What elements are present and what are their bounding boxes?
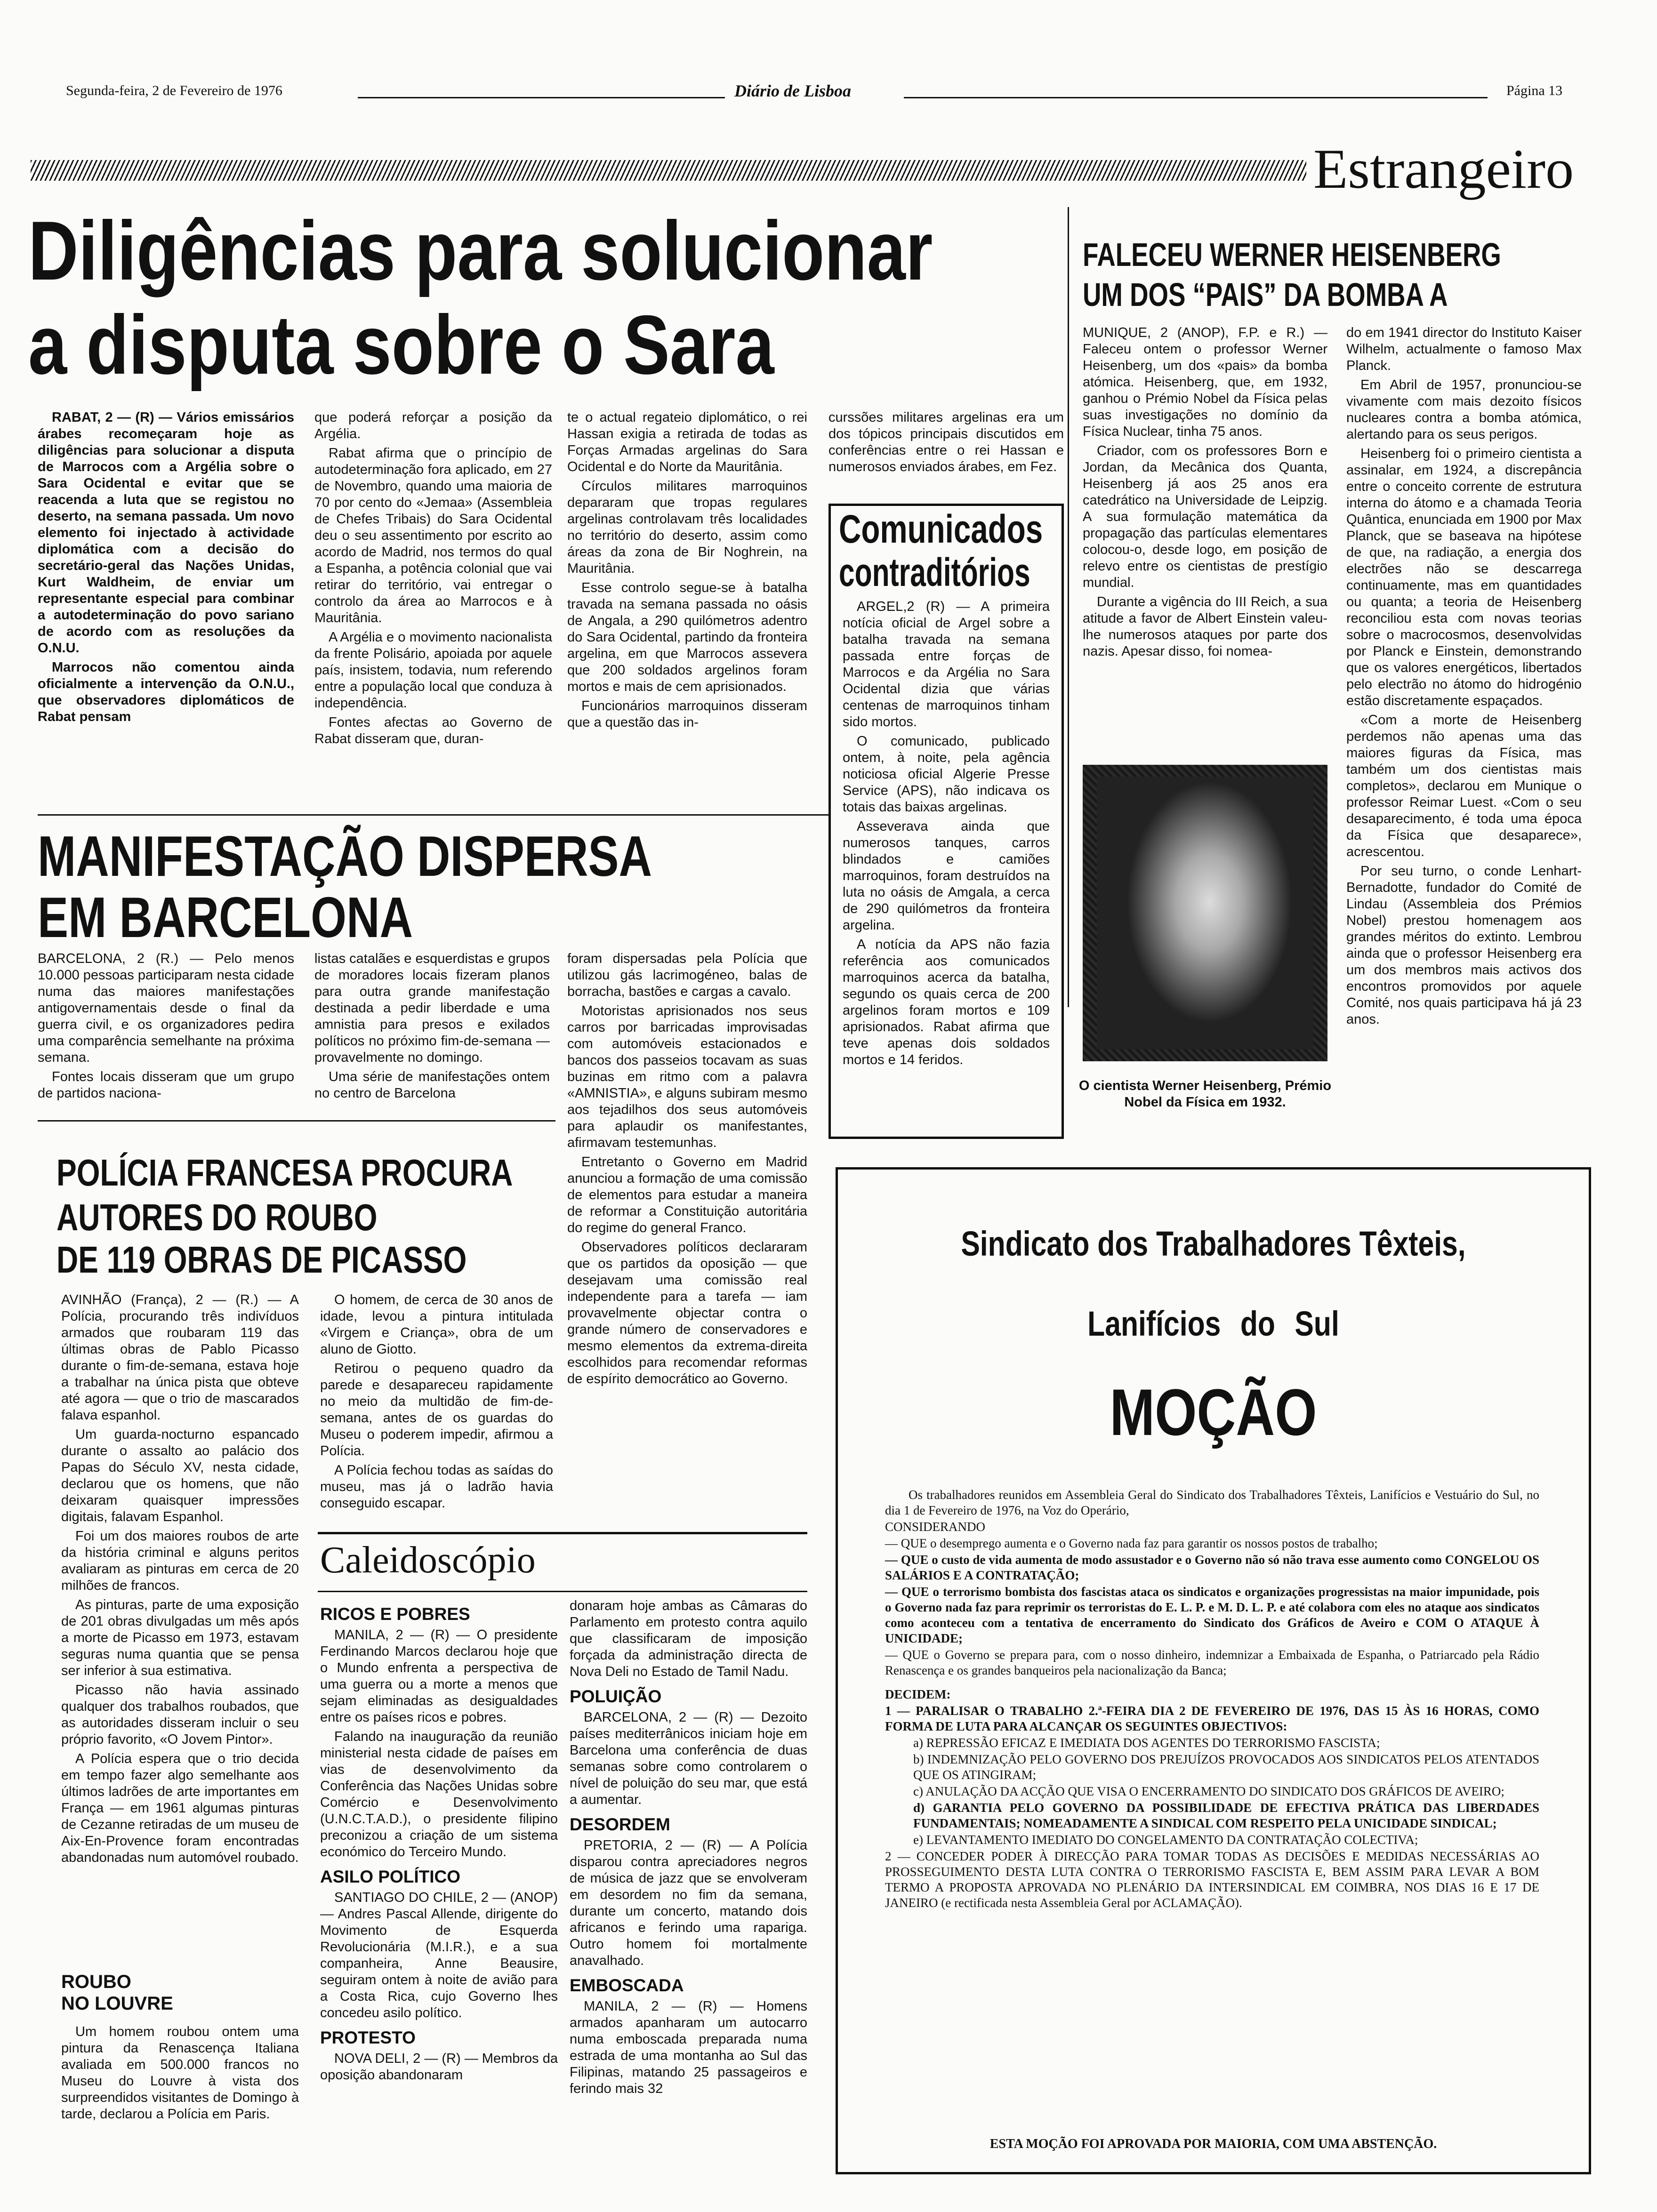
ad-title-line1: Sindicato dos Trabalhadores Têxteis, [961, 1224, 1466, 1263]
barcelona-column-3 [567, 951, 807, 1567]
barcelona-col2-paragraph: Uma série de manifestações ontem no centro de Barcelona [314, 1069, 550, 1101]
section-title: Estrangeiro [1313, 137, 1574, 200]
heisenberg-col1-paragraph: MUNIQUE, 2 (ANOP), F.P. e R.) — Faleceu ontem o professor Werner Heisenberg, um dos «pais» da bomba atómica. Heisenberg, que, em 1932, ganhou o Prémio Nobel da Física pelas suas investigações no domínio da Física Nuclear, tinha 75 anos. [1083, 325, 1327, 439]
header-date: Segunda-feira, 2 de Fevereiro de 1976 [66, 83, 282, 98]
sara-column-1 [38, 409, 294, 805]
sara-col3-paragraph: Funcionários marroquinos disseram que a questão das in- [567, 698, 807, 730]
ad-title-mocao: MOÇÃO [1110, 1375, 1317, 1449]
ad-title-line2: Lanifícios do Sul [1087, 1304, 1339, 1343]
comunicados-paragraph: ARGEL,2 (R) — A primeira notícia oficial de Argel sobre a batalha travada na semana passada entre forças de Marrocos e da Argélia no Sara Ocidental dizia que várias centenas de marroquinos tinham sido mortos. [843, 599, 1050, 729]
sara-col4-paragraph: curssões militares argelinas era um dos tópicos principais discutidos em conferências entre o rei Hassan e numerosos enviados árabes, em Fez. [828, 410, 1064, 474]
louvre-title-line2: NO LOUVRE [61, 1993, 173, 2014]
barcelona-col3-paragraph: foram dispersadas pela Polícia que utilizou gás lacrimogéneo, balas de borracha, bastões e cargas a cavalo. [567, 951, 807, 999]
comunicados-paragraph: A notícia da APS não fazia referência aos comunicados marroquinos acerca da batalha, segundo os quais cerca de 200 argelinos foram mortos e 109 aprisionados. Rabat afirma que teve apenas dois soldados mortos e 14 feridos. [843, 937, 1050, 1067]
comunicados-paragraph: O comunicado, publicado ontem, à noite, pela agência noticiosa oficial Algerie Presse Service (APS), não indicava os totais das baixas argelinas. [843, 734, 1050, 815]
caleidoscopio-paragraph: NOVA DELI, 2 — (R) — Membros da oposição abandonaram [320, 2051, 558, 2083]
heisenberg-col2-paragraph: «Com a morte de Heisenberg perdemos não apenas uma das maiores figuras da Física, mas também um dos cientistas mais completos», declarou em Munique o professor Reimar Luest. «Com o seu desaparecimento, é toda uma época da Física que desaparece», acrescentou. [1346, 713, 1582, 859]
header-page-number: Página 13 [1506, 83, 1563, 98]
picasso-col2-paragraph: Retirou o pequeno quadro da parede e desapareceu rapidamente no meio da multidão de fim-de-semana, antes de os guardas do Museu o poderem impedir, afirmou a Polícia. [320, 1361, 553, 1459]
sara-headline-line1: Diligências para solucionar [28, 204, 933, 297]
sara-col2-paragraph: Fontes afectas ao Governo de Rabat disseram que, duran- [314, 715, 552, 746]
caleidoscopio-paragraph: Falando na inauguração da reunião ministerial nesta cidade de países em vias de desenvolvimento da Conferência das Nações Unidas sobre Comércio e Desenvolvimento (U.N.C.T.A.D.), o presidente filipino preconizou a criação de um sistema económico do Terceiro Mundo. [320, 1729, 558, 1859]
barcelona-col1-paragraph: BARCELONA, 2 (R.) — Pelo menos 10.000 pessoas participaram nesta cidade numa das maiores manifestações antigovernamentais desde o final da guerra civil, e os organizadores pedira uma comparência semelhante na próxima semana. [38, 951, 294, 1065]
barcelona-column-1 [38, 951, 294, 1111]
ad-decision-subitem: c) ANULAÇÃO DA ACÇÃO QUE VISA O ENCERRAMENTO DO SINDICATO DOS GRÁFICOS DE AVEIRO; [913, 1784, 1504, 1798]
heisenberg-caption: O cientista Werner Heisenberg, Prémio Nobel da Física em 1932. [1078, 1078, 1332, 1110]
picasso-col1-paragraph: Picasso não havia assinado qualquer dos trabalhos roubados, que as autoridades disseram incluir o seu próprio favorito, «O Jovem Pintor». [61, 1683, 299, 1747]
picasso-col1-paragraph: As pinturas, parte de uma exposição de 201 obras divulgadas um mês após a morte de Picasso em 1973, estavam seguras numa quantia que se pensa ser inferior à sua estimativa. [61, 1597, 299, 1678]
comunicados-body [843, 599, 1050, 1126]
ad-considering-item: — QUE o custo de vida aumenta de modo assustador e o Governo não só não trava esse aumento como CONGELOU OS SALÁRIOS E A CONTRATAÇÃO; [885, 1553, 1539, 1582]
heisenberg-col2-paragraph: Por seu turno, o conde Lenhart-Bernadotte, fundador do Comité de Lindau (Assembleia dos Prémios Nobel) prestou homenagem aos grandes méritos do extinto. Lembrou ainda que o professor Heisenberg era um dos membros mais activos dos encontros promovidos por aquele Comité, nos quais participava há já 23 anos. [1346, 864, 1582, 1027]
section-divider [38, 814, 828, 816]
picasso-headline-line1: POLÍCIA FRANCESA PROCURA [56, 1152, 513, 1194]
heisenberg-col2-paragraph: Heisenberg foi o primeiro cientista a assinalar, em 1924, a discrepância entre o conceito corrente de estrutura interna do átomo e a chamada Teoria Quântica, enunciada em 1900 por Max Planck, que se baseava na hipótese de que, na radiação, a energia dos electrões não se descarrega continuamente, mas em quantidades ou quanta; a teoria de Heisenberg reconciliou esta com novas teorias sobre o macrocosmos, desenvolvidas por Planck e Einstein, demonstrando que os valores energéticos, libertados pelo electrão no átomo do hidrogénio estão discretamente espaçados. [1346, 446, 1582, 708]
caleidoscopio-title: Caleidoscópio [320, 1539, 536, 1581]
sara-col2-paragraph: que poderá reforçar a posição da Argélia. [314, 410, 552, 441]
section-divider [38, 1120, 555, 1122]
sara-col2-paragraph: Rabat afirma que o princípio de autodeterminação fora aplicado, em 27 de Novembro, quando uma maioria de 70 por cento do «Jemaa» (Assembleia de Chefes Tribais) do Sara Ocidental deu o seu assentimento por escrito ao acordo de Madrid, nos termos do qual a Espanha, a potência colonial que vai retirar do território, vai entregar o controlo da área ao Marrocos e à Mauritânia. [314, 446, 552, 625]
picasso-col1-paragraph: AVINHÃO (França), 2 — (R.) — A Polícia, procurando três indivíduos armados que roubaram 119 das últimas obras de Pablo Picasso durante o fim-de-semana, estava hoje a trabalhar na única pista que obteve até agora — que o trio de mascarados falava espanhol. [61, 1292, 299, 1423]
barcelona-col2-paragraph: listas catalães e esquerdistas e grupos de moradores locais fizeram planos para outra grande manifestação destinada a pedir liberdade e uma amnistia para presos e exilados políticos no próximo fim-de-semana — provavelmente no domingo. [314, 951, 550, 1065]
header-rule-left [358, 97, 725, 98]
header-rule-right [904, 97, 1488, 98]
heisenberg-col2-paragraph: do em 1941 director do Instituto Kaiser Wilhelm, actualmente o famoso Max Planck. [1346, 325, 1582, 373]
barcelona-column-2 [314, 951, 550, 1111]
ad-decision-subitem: b) INDEMNIZAÇÃO PELO GOVERNO DOS PREJUÍZOS PROVOCADOS AOS SINDICATOS PELOS ATENTADOS QUE OS ATINGIRAM; [913, 1752, 1539, 1782]
picasso-col2-paragraph: O homem, de cerca de 30 anos de idade, levou a pintura intitulada «Virgem e Criança», obra de um aluno de Giotto. [320, 1292, 553, 1357]
picasso-col2-paragraph: A Polícia fechou todas as saídas do museu, mas já o ladrão havia conseguido escapar. [320, 1463, 553, 1511]
heisenberg-headline-line1: FALECEU WERNER HEISENBERG [1083, 236, 1501, 273]
caleidoscopio-subtitle: EMBOSCADA [570, 1976, 684, 1995]
picasso-col1-paragraph: A Polícia espera que o trio decida em tempo fazer algo semelhante aos últimos ladrões de arte importantes em França — em 1961 algumas pinturas de Cezanne retiradas de um museu de Aix-En-Provence foram encontradas abandonadas num automóvel roubado. [61, 1751, 299, 1865]
sara-col1-paragraph: RABAT, 2 — (R) — Vários emissários árabes recomeçaram hoje as diligências para solucionar a disputa de Marrocos com a Argélia sobre o Sara Ocidental e evitar que se reacenda a luta que se registou no deserto, na semana passada. Um novo elemento foi injectado à actividade diplomática com a decisão do secretário-geral das Nações Unidas, Kurt Waldheim, de enviar um representante especial para combinar a autodeterminação do povo sariano de acordo com as resoluções da O.N.U. [38, 410, 294, 656]
caleidoscopio-paragraph: MANILA, 2 — (R) — O presidente Ferdinando Marcos declarou hoje que o Mundo enfrenta a perspectiva de uma guerra ou a morte a menos que sejam eliminadas as desigualdades entre os países ricos e pobres. [320, 1627, 558, 1725]
ad-decision-subitem: e) LEVANTAMENTO IMEDIATO DO CONGELAMENTO DA CONTRATAÇÃO COLECTIVA; [913, 1833, 1418, 1847]
ad-considering-item: — QUE o desemprego aumenta e o Governo nada faz para garantir os nossos postos de trabalho; [885, 1536, 1378, 1550]
sara-col1-paragraph: Marrocos não comentou ainda oficialmente a intervenção da O.N.U., que observadores diplomáticos de Rabat pensam [38, 660, 294, 724]
caleidoscopio-paragraph: donaram hoje ambas as Câmaras do Parlamento em protesto contra aquilo que classificaram de imposição forçada da administração directa de Nova Deli no Estado de Tamil Nadu. [570, 1598, 807, 1679]
caleidoscopio-subtitle: ASILO POLÍTICO [320, 1867, 461, 1886]
ad-decision-subitem: a) REPRESSÃO EFICAZ E IMEDIATA DOS AGENTES DO TERRORISMO FASCISTA; [913, 1736, 1380, 1750]
sara-col3-paragraph: te o actual regateio diplomático, o rei Hassan exigia a retirada de todas as Forças Armadas argelinas do Sara Ocidental e do Norte da Mauritânia. [567, 410, 807, 474]
picasso-column-2 [320, 1292, 553, 1518]
comunicados-title-line2: contraditórios [839, 550, 1030, 594]
heisenberg-photo [1097, 777, 1313, 1050]
barcelona-col1-paragraph: Fontes locais disseram que um grupo de partidos naciona- [38, 1069, 294, 1101]
sara-column-4 [828, 409, 1064, 499]
sara-column-3 [567, 409, 807, 805]
sara-headline-line2: a disputa sobre o Sara [28, 298, 774, 392]
caleidoscopio-subtitle: DESORDEM [570, 1815, 670, 1834]
sara-col3-paragraph: Esse controlo segue-se à batalha travada na semana passada no oásis de Angala, a 290 quilómetros adentro do Sara Ocidental, partindo da fronteira argelina, em que Marrocos assevera que 200 soldados argelinos foram mortos e mais de cem aprisionados. [567, 580, 807, 694]
ad-decision-subitem: d) GARANTIA PELO GOVERNO DA POSSIBILIDADE DE EFECTIVA PRÁTICA DAS LIBERDADES FUNDAMENTAIS; NOMEADAMENTE A SINDICAL COM RESPEITO PELA UNICIDADE SINDICAL; [913, 1801, 1539, 1830]
heisenberg-column-1 [1083, 325, 1327, 758]
ad-decidem: DECIDEM: [885, 1687, 951, 1701]
heisenberg-column-2 [1346, 325, 1582, 1158]
barcelona-col3-paragraph: Motoristas aprisionados nos seus carros por barricadas improvisadas com automóveis estacionados e bancos dos passeios tocavam as suas buzinas em ritmo com a palavra «AMNISTIA», e alguns subiram mesmo aos tejadilhos dos seus automóveis para aplaudir os manifestantes, afirmavam testemunhas. [567, 1003, 807, 1150]
barcelona-headline-line1: MANIFESTAÇÃO DISPERSA [38, 824, 652, 888]
barcelona-headline-line2: EM BARCELONA [38, 885, 413, 949]
ad-intro: Os trabalhadores reunidos em Assembleia Geral do Sindicato dos Trabalhadores Têxteis, Lanifícios e Vestuário do Sul, no dia 1 de Fevereiro de 1976, na Voz do Operário, [885, 1488, 1539, 1517]
louvre-title-line1: ROUBO [61, 1972, 131, 1992]
caleidoscopio-paragraph: BARCELONA, 2 — (R) — Dezoito países mediterrânicos iniciam hoje em Barcelona uma conferência de duas semanas sobre como controlarem o nível de poluição do seu mar, que está a aumentar. [570, 1710, 807, 1807]
ad-footer: ESTA MOÇÃO FOI APROVADA POR MAIORIA, COM UMA ABSTENÇÃO. [989, 2137, 1437, 2151]
ad-considering-item: — QUE o terrorismo bombista dos fascistas ataca os sindicatos e organizações progressistas na maior impunidade, pois o Governo nada faz para reprimir os terroristas do E. L. P. e M. D. L. P. e até colabora com eles no ataque aos sindicatos como aconteceu com a tentativa de encerramento do Sindicato dos Gráficos de Aveiro e COM O ATAQUE À UNICIDADE; [885, 1585, 1539, 1645]
caleidoscopio-subtitle: POLUIÇÃO [570, 1687, 662, 1706]
ad-considering-item: — QUE o Governo se prepara para, com o nosso dinheiro, indemnizar a Embaixada de Espanha, o Patriarcado pela Rádio Renascença e os grandes banqueiros pela nacionalização da Banca; [885, 1648, 1539, 1677]
louvre-body [61, 2024, 299, 2156]
picasso-headline-line2: AUTORES DO ROUBO [56, 1196, 378, 1238]
heisenberg-col2-paragraph: Em Abril de 1957, pronunciou-se vivamente com mais dezoito físicos nucleares contra a bomba atómica, alertando para os seus perigos. [1346, 377, 1582, 442]
heisenberg-headline-line2: UM DOS “PAIS” DA BOMBA A [1083, 276, 1448, 313]
barcelona-col3-paragraph: Entretanto o Governo em Madrid anunciou a formação de uma comissão de elementos para estudar a maneira de reformar a Constituição autoritária do regime do general Franco. [567, 1154, 807, 1235]
comunicados-title-line1: Comunicados [839, 507, 1043, 551]
barcelona-col3-paragraph: Observadores políticos declararam que os partidos da oposição — que desejavam uma comissão real independente para a tarefa — iam provavelmente objectar contra o grande número de conservadores e mesmo elementos da extrema-direita escolhidos para recomendar reformas de espírito democrático ao Governo. [567, 1240, 807, 1387]
picasso-headline-line3: DE 119 OBRAS DE PICASSO [56, 1239, 467, 1281]
caleidoscopio-paragraph: MANILA, 2 — (R) — Homens armados apanharam um autocarro numa emboscada preparada numa estrada de uma montanha ao Sul das Filipinas, matando 25 passageiros e ferindo mais 32 [570, 1999, 807, 2096]
caleidoscopio-paragraph: SANTIAGO DO CHILE, 2 — (ANOP) — Andres Pascal Allende, dirigente do Movimento de Esquerda Revolucionária (M.I.R.), e a sua companheira, Anne Beausire, seguiram ontem à noite de avião para a Costa Rica, cujo Governo lhes concedeu asilo político. [320, 1890, 558, 2020]
caleidoscopio-paragraph: PRETORIA, 2 — (R) — A Polícia disparou contra apreciadores negros de música de jazz que se envolveram em desordem no fim da semana, durante um concerto, matando dois africanos e ferindo uma rapariga. Outro homem foi mortalmente anavalhado. [570, 1838, 807, 1968]
picasso-column-1 [61, 1292, 299, 1960]
caleidoscopio-column-1 [320, 1598, 558, 2186]
comunicados-paragraph: Asseverava ainda que numerosos tanques, carros blindados e camiões marroquinos, foram destruídos na luta no oásis de Amgala, a cerca de 290 quilómetros da fronteira argelina. [843, 819, 1050, 933]
louvre-paragraph: Um homem roubou ontem uma pintura da Renascença Italiana avaliada em 500.000 francos no Museu do Louvre à vista dos surpreendidos visitantes de Domingo à tarde, declarou a Polícia em Paris. [61, 2024, 299, 2122]
heisenberg-col1-paragraph: Criador, com os professores Born e Jordan, da Mecânica dos Quanta, Heisenberg já aos 25 anos era catedrático na Universidade de Leipzig. A sua formulação matemática da propagação das partículas elementares colocou-o, desde logo, em posição de relevo entre os cientistas de prestígio mundial. [1083, 443, 1327, 590]
ad-decision-item: 1 — PARALISAR O TRABALHO 2.ª-FEIRA DIA 2 DE FEVEREIRO DE 1976, DAS 15 ÀS 16 HORAS, COMO FORMA DE LUTA PARA ALCANÇAR OS SEGUINTES OBJECTIVOS: [885, 1704, 1539, 1733]
ad-body [885, 1487, 1539, 2137]
caleidoscopio-top-rule [318, 1532, 807, 1534]
sara-column-2 [314, 409, 552, 805]
picasso-col1-paragraph: Foi um dos maiores roubos de arte da história criminal e alguns peritos avaliaram as pinturas em cerca de 20 milhões de francos. [61, 1529, 299, 1593]
ad-decision-item: 2 — CONCEDER PODER À DIRECÇÃO PARA TOMAR TODAS AS DECISÕES E MEDIDAS NECESSÁRIAS AO PROSSEGUIMENTO DESTA LUTA CONTRA O TERRORISMO FASCISTA E, BEM ASSIM PARA LEVAR A BOM TERMO A PROPOSTA APROVADA NO PLENÁRIO DA INTERSINDICAL EM COIMBRA, NOS DIAS 16 E 17 DE JANEIRO (e rectificada nesta Assembleia Geral por ACLAMAÇÃO). [885, 1849, 1539, 1910]
caleidoscopio-subtitle: RICOS E POBRES [320, 1604, 470, 1624]
ad-considerando: CONSIDERANDO [885, 1520, 986, 1534]
column-divider [1068, 207, 1069, 1007]
caleidoscopio-bottom-rule [318, 1591, 807, 1592]
caleidoscopio-column-2 [570, 1598, 807, 2186]
header-paper-name: Diário de Lisboa [734, 81, 851, 100]
sara-col2-paragraph: A Argélia e o movimento nacionalista da frente Polisário, apoiada por aquele país, insistem, todavia, num referendo entre a população local que conduza à independência. [314, 630, 552, 711]
sara-col3-paragraph: Círculos militares marroquinos depararam que tropas regulares argelinas controlavam três localidades no território do deserto, assim como áreas da zona de Bir Noghrein, na Mauritânia. [567, 479, 807, 576]
picasso-col1-paragraph: Um guarda-nocturno espancado durante o assalto ao palácio dos Papas do Século XV, nesta cidade, declarou que os homens, que não deixaram quaisquer impressões digitais, falavam Espanhol. [61, 1427, 299, 1524]
heisenberg-col1-paragraph: Durante a vigência do III Reich, a sua atitude a favor de Albert Einstein valeu-lhe numerosos ataques por parte dos nazis. Apesar disso, foi nomea- [1083, 594, 1327, 659]
section-hatch-bar [31, 160, 1306, 181]
caleidoscopio-subtitle: PROTESTO [320, 2028, 416, 2047]
